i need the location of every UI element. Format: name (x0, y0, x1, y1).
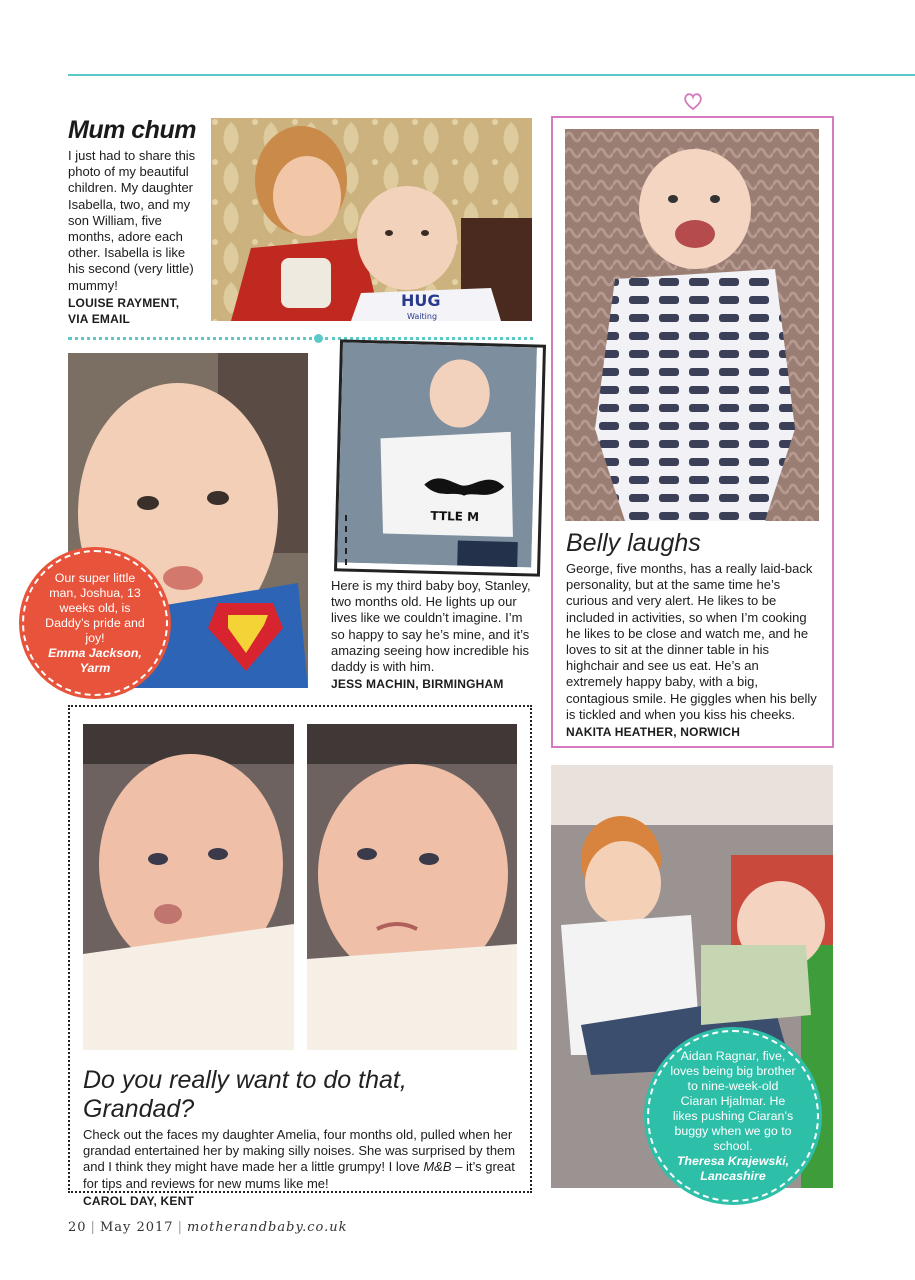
grandad-byline: CAROL DAY, KENT (83, 1193, 195, 1208)
amelia-face-1-illustration (83, 724, 294, 1050)
website-url: motherandbaby.co.uk (186, 1220, 348, 1235)
heart-icon (683, 93, 703, 111)
aidan-badge-text: Aidan Ragnar, five, loves being big brother to nine-week-old Ciaran Hjalmar. He likes pushing Ciaran’s buggy when we go to school. (670, 1048, 796, 1153)
mum-chum-title: Mum chum (68, 116, 196, 144)
amelia-photo-left (83, 724, 294, 1050)
belly-laughs-story (566, 529, 818, 740)
mum-chum-body: I just had to share this photo of my beautiful children. My daughter Isabella, two, and my son William, five months, adore each other. Isabella is like his second (very little) mummy! (68, 148, 196, 293)
stanley-byline: JESS MACHIN, BIRMINGHAM (331, 677, 504, 692)
belly-laughs-body: George, five months, has a really laid-back personality, but at the same time he’s curious and very alert. He likes to be included in activities, so when I’m cooking he likes to be close and watch me, and he loves to sit at the dinner table in his highchair and see us eat. He’s an extremely happy baby, with a big, contagious smile. He giggles when his belly is tickled and when you kiss his cheeks. (566, 561, 817, 722)
page-footer: 20 | May 2017 | motherandbaby.co.uk (68, 1220, 348, 1235)
joshua-badge-name: Emma Jackson, Yarm (48, 645, 142, 675)
hug-shirt-text: HUG (401, 291, 441, 310)
page-number: 20 (68, 1220, 87, 1235)
waiting-shirt-text: Waiting (407, 312, 438, 321)
mum-chum-byline-name: LOUISE RAYMENT, (68, 295, 180, 310)
belly-laughs-photo (565, 129, 819, 521)
siblings-photo-illustration (211, 118, 532, 321)
stanley-shirt-text: TTLE M (430, 508, 480, 525)
top-rule (68, 74, 915, 76)
mum-chum-story (68, 116, 204, 327)
mum-chum-byline-source: VIA EMAIL (68, 312, 131, 327)
belly-laughs-byline: NAKITA HEATHER, NORWICH (566, 725, 741, 740)
aidan-badge-name: Theresa Krajewski, Lancashire (676, 1153, 790, 1183)
divider-dot (314, 334, 323, 343)
hanging-arrow (345, 515, 377, 565)
stanley-body: Here is my third baby boy, Stanley, two months old. He lights up our lives like we couldn’t imagine. I’m so happy to say he’s mine, and it’s amazing seeing how incredible his daddy is with him. (331, 578, 531, 675)
laughing-baby-illustration (565, 129, 819, 521)
grandad-body-part-1: Check out the faces my daughter Amelia, four months old, pulled when her grandad entertained her by making silly noises. She was surprised by them and I think they might have made her a little grumpy! I love (83, 1127, 516, 1175)
grandad-body (83, 1127, 523, 1192)
joshua-caption-badge (22, 550, 168, 696)
grandad-body-part-2: – it’s great for tips and reviews for new mums like me! (83, 1159, 515, 1191)
belly-laughs-title: Belly laughs (566, 529, 701, 557)
issue-date: May 2017 (99, 1220, 174, 1235)
grandad-story (83, 1066, 523, 1209)
amelia-face-2-illustration (307, 724, 517, 1050)
dotted-divider-left (68, 337, 320, 340)
grandad-title: Do you really want to do that, Grandad? (83, 1066, 407, 1123)
amelia-photo-right (307, 724, 517, 1050)
aidan-caption-badge (647, 1030, 819, 1202)
mum-chum-photo (211, 118, 532, 321)
magazine-name: M&B (423, 1159, 452, 1175)
joshua-badge-text: Our super little man, Joshua, 13 weeks old, is Daddy’s pride and joy! (45, 570, 145, 645)
stanley-story (331, 578, 535, 692)
